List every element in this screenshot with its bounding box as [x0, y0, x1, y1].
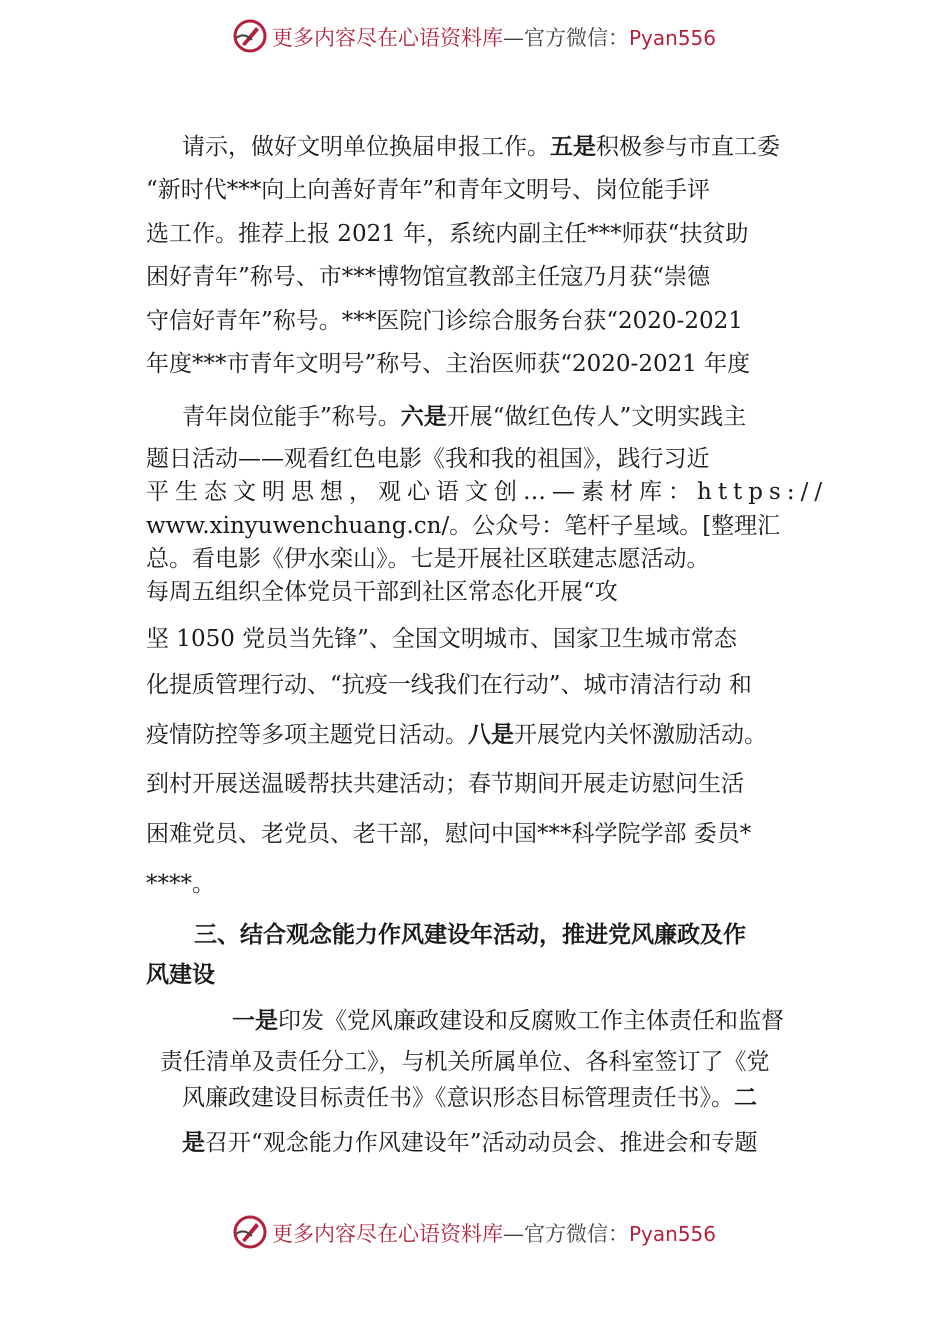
- watermark-banner-bottom: [0, 1210, 950, 1254]
- watermark-dash: —官方微信：: [503, 26, 629, 50]
- section-heading-cont: 风建设: [146, 962, 215, 988]
- paragraph-line: 疫情防控等多项主题党日活动。八是开展党内关怀激励活动。: [146, 722, 767, 748]
- watermark-text: [272, 1218, 716, 1248]
- paragraph-line: 一是印发《党风廉政建设和反腐败工作主体责任和监督: [232, 1008, 784, 1034]
- watermark-banner-top: [0, 14, 950, 58]
- paragraph-line: 选工作。推荐上报 2021 年，系统内副主任***师获“扶贫助: [146, 221, 749, 247]
- paragraph-line: 是召开“观念能力作风建设年”活动动员会、推进会和专题: [182, 1130, 758, 1156]
- paragraph-line: 到村开展送温暖帮扶共建活动；春节期间开展走访慰问生活: [146, 771, 744, 797]
- watermark-dash: —官方微信：: [503, 1222, 629, 1246]
- paragraph-line: 题日活动——观看红色电影《我和我的祖国》，践行习近: [146, 446, 710, 472]
- paragraph-line: “新时代***向上向善好青年”和青年文明号、岗位能手评: [146, 177, 711, 203]
- watermark-site: 更多内容尽在心语资料库: [272, 26, 503, 50]
- watermark-wechat: Pyan556: [629, 26, 717, 50]
- paragraph-line: 年度***市青年文明号”称号、主治医师获“2020-2021 年度: [146, 351, 751, 377]
- paragraph-line: 责任清单及责任分工》，与机关所属单位、各科室签订了《党: [160, 1049, 770, 1075]
- watermark-site: 更多内容尽在心语资料库: [272, 1222, 503, 1246]
- watermark-wechat: Pyan556: [629, 1222, 717, 1246]
- watermark-text: [272, 22, 716, 52]
- paragraph-line: 平生态文明思想，观心语文创…—素材库：https://: [146, 479, 829, 505]
- paragraph-line: 困难党员、老党员、老干部，慰问中国***科学院学部 委员*: [146, 821, 752, 847]
- paragraph-line: 困好青年”称号、市***博物馆宣教部主任寇乃月获“崇德: [146, 264, 711, 290]
- paragraph-line: 坚 1050 党员当先锋”、全国文明城市、国家卫生城市常态: [146, 626, 737, 652]
- paragraph-line: ****。: [146, 871, 215, 897]
- paragraph-line: 风廉政建设目标责任书》《意识形态目标管理责任书》。二: [182, 1085, 757, 1111]
- paragraph-line: 总。看电影《伊水栾山》。七是开展社区联建志愿活动。: [146, 546, 710, 572]
- pen-logo-icon: [232, 1214, 268, 1250]
- paragraph-line: 青年岗位能手”称号。六是开展“做红色传人”文明实践主: [182, 404, 747, 430]
- paragraph-line: www.xinyuwenchuang.cn/。公众号：笔杆子星域。[整理汇: [146, 513, 781, 539]
- paragraph-line: 每周五组织全体党员干部到社区常态化开展“攻: [146, 579, 618, 605]
- paragraph-line: 守信好青年”称号。***医院门诊综合服务台获“2020-2021: [146, 308, 743, 334]
- paragraph-line: 化提质管理行动、“抗疫一线我们在行动”、城市清洁行动 和: [146, 672, 752, 698]
- section-heading: 三、结合观念能力作风建设年活动，推进党风廉政及作: [194, 922, 746, 948]
- pen-logo-icon: [232, 18, 268, 54]
- paragraph-line: 请示，做好文明单位换届申报工作。五是积极参与市直工委: [182, 134, 780, 160]
